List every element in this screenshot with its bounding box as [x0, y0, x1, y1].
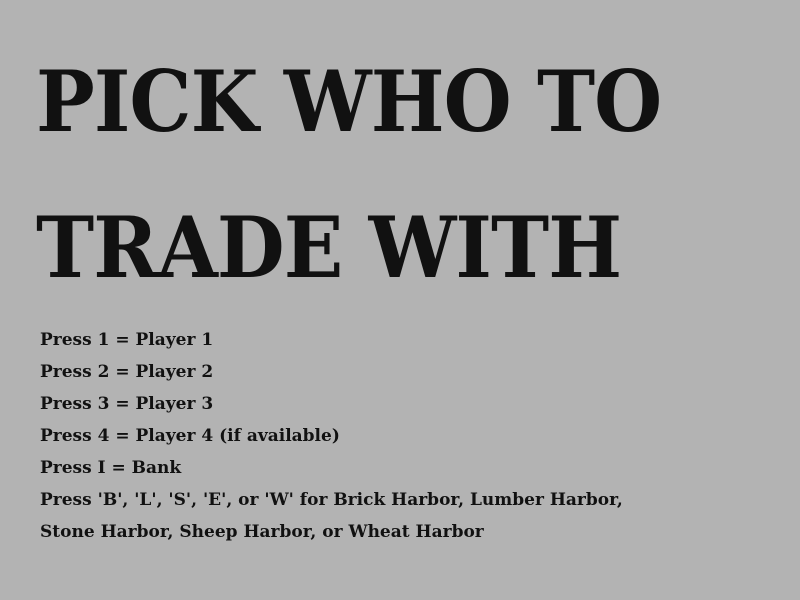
instruction-harbors-line-2: Stone Harbor, Sheep Harbor, or Wheat Harbor: [40, 522, 484, 542]
instruction-player-2: Press 2 = Player 2: [40, 362, 214, 382]
page-title-line-2: TRADE WITH: [36, 198, 622, 297]
instruction-player-3: Press 3 = Player 3: [40, 394, 214, 414]
instruction-bank: Press I = Bank: [40, 458, 182, 478]
instruction-player-4: Press 4 = Player 4 (if available): [40, 426, 340, 446]
page-title-line-1: PICK WHO TO: [36, 52, 662, 151]
instruction-player-1: Press 1 = Player 1: [40, 330, 214, 350]
instruction-harbors-line-1: Press 'B', 'L', 'S', 'E', or 'W' for Brick Harbor, Lumber Harbor,: [40, 490, 623, 510]
trade-instructions-list: [40, 324, 623, 548]
